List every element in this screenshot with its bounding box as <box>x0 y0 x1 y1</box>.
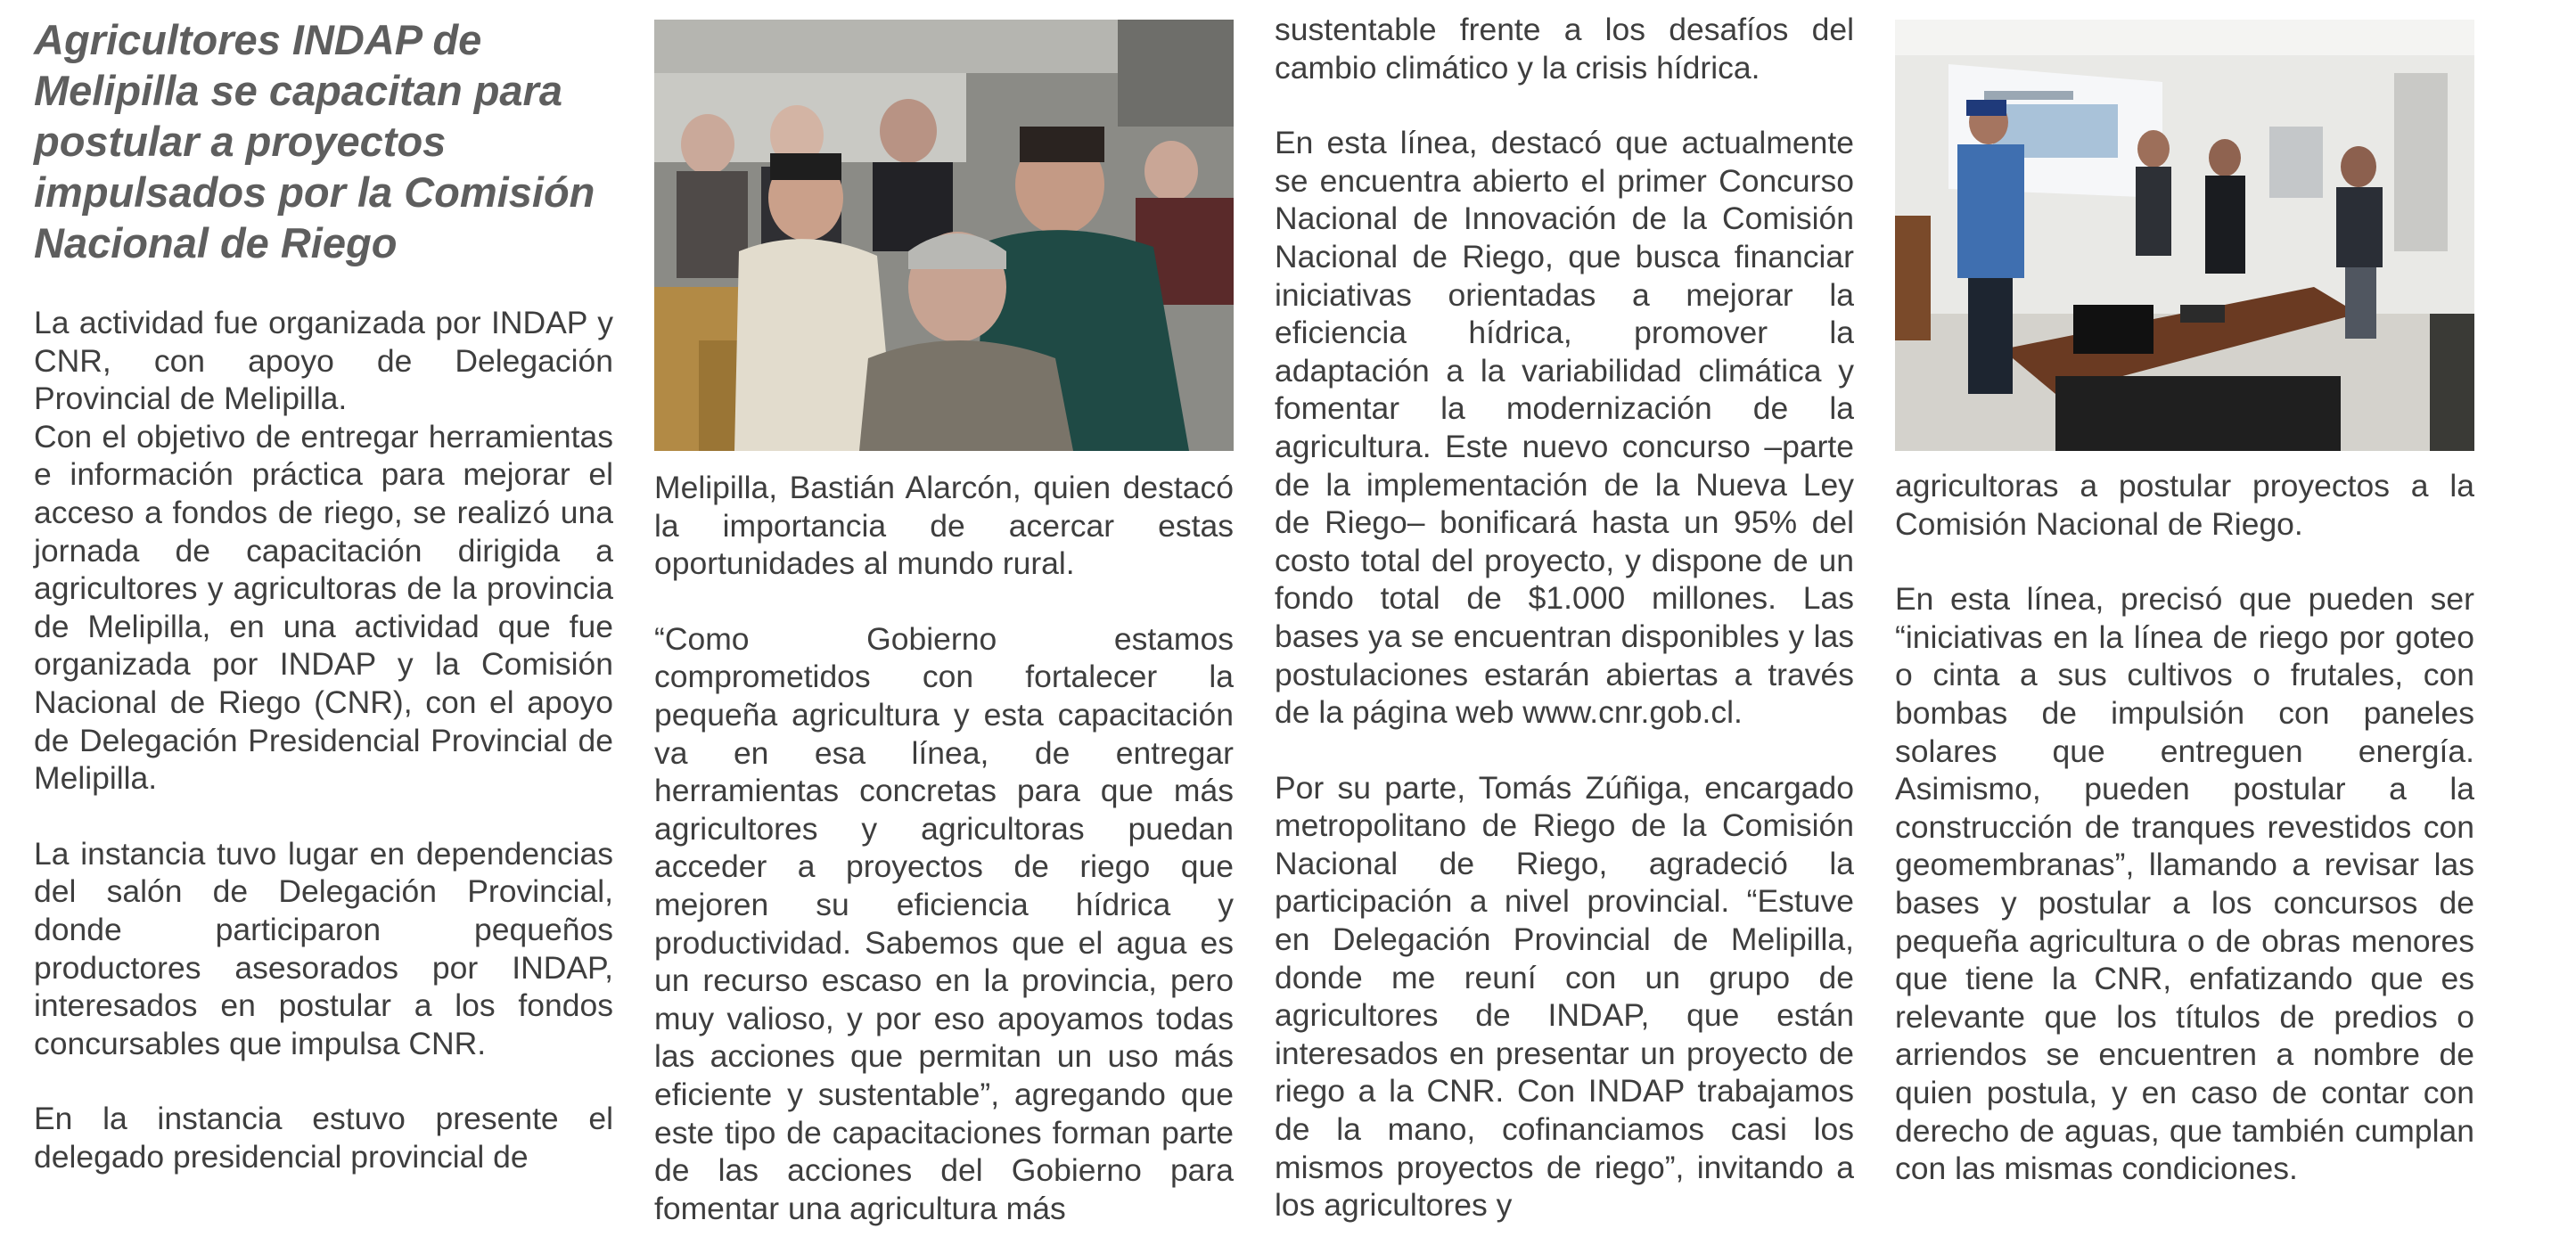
paragraph: Por su parte, Tomás Zúñiga, encargado metropolitano de Riego de la Comisión Nacional de Riego, agradeció la participación a nivel provincial. “Estuve en Delegación Provincial de Melipilla, donde me reuní con un grupo de agricultores de INDAP, que están interesados en presentar un proyecto de riego a la CNR. Con INDAP trabajamos de la mano, cofinanciamos casi los mismos proyectos de riego”, invitando a los agricultores y <box>1275 769 1854 1224</box>
paragraph: La instancia tuvo lugar en dependencias del salón de Delegación Provincial, donde participaron pequeños productores asesorados por INDAP, interesados en postular a los fondos concursables que impulsa CNR. <box>34 835 613 1061</box>
column-1 <box>34 0 613 1175</box>
article-lead: La actividad fue organizada por INDAP y CNR, con apoyo de Delegación Provincial de Melipilla. <box>34 305 613 417</box>
paragraph: sustentable frente a los desafíos del cambio climático y la crisis hídrica. <box>1275 12 1854 86</box>
paragraph: Melipilla, Bastián Alarcón, quien destacó la importancia de acercar estas oportunidades al mundo rural. <box>654 470 1234 582</box>
article-title: Agricultores INDAP de Melipilla se capacitan para postular a proyectos impulsados por la Comisión Nacional de Riego <box>34 16 595 266</box>
presentation-photo-illustration <box>1895 20 2474 451</box>
paragraph: Con el objetivo de entregar herramientas e información práctica para mejorar el acceso a fondos de riego, se realizó una jornada de capacitación dirigida a agricultores y agricultoras de la provincia de Melipilla, en una actividad que fue organizada por INDAP y la Comisión Nacional de Riego (CNR), con el apoyo de Delegación Presidencial Provincial de Melipilla. <box>34 418 613 797</box>
paragraph: En esta línea, precisó que pueden ser “iniciativas en la línea de riego por goteo o cinta a sus cultivos o frutales, con bombas de impulsión con paneles solares que entreguen energía. Asimismo, pueden postular a la construcción de tranques revestidos con geomembranas”, llamando a revisar las bases y postular a los concursos de pequeña agricultura o de obras menores que tiene la CNR, enfatizando que es relevante que los títulos de predios o arriendos se encuentren a nombre de quien postula, y en caso de contar con derecho de aguas, que también cumplan con las mismas condiciones. <box>1895 581 2474 1187</box>
audience-photo-illustration <box>654 20 1234 451</box>
paragraph: En la instancia estuvo presente el delegado presidencial provincial de <box>34 1101 613 1175</box>
quote-paragraph: “Como Gobierno estamos comprometidos con fortalecer la pequeña agricultura y esta capacitación va en esa línea, de entregar herramientas concretas para que más agricultores y agricultoras puedan acceder a proyectos de riego que mejoren su eficiencia hídrica y productividad. Sabemos que el agua es un recurso escaso en la provincia, pero muy valioso, y por eso apoyamos todas las acciones que permitan un uso más eficiente y sustentable”, agregando que este tipo de capacitaciones forman parte de las acciones del Gobierno para fomentar una agricultura más <box>654 620 1234 1226</box>
paragraph: agricultoras a postular proyectos a la Comisión Nacional de Riego. <box>1895 468 2474 542</box>
column-3 <box>1275 0 1854 1224</box>
photo-presentation <box>1895 20 2474 451</box>
photo-audience <box>654 20 1234 451</box>
column-2 <box>654 0 1234 1227</box>
column-4 <box>1895 0 2474 1188</box>
paragraph: En esta línea, destacó que actualmente se encuentra abierto el primer Concurso Nacional de Innovación de la Comisión Nacional de Riego, que busca financiar iniciativas orientadas a mejorar la eficiencia hídrica, promover la adaptación a la variabilidad climática y fomentar la modernización de la agricultura. Este nuevo concurso –parte de la implementación de la Nueva Ley de Riego– bonificará hasta un 95% del costo total del proyecto, y dispone de un fondo total de $1.000 millones. Las bases ya se encuentran disponibles y las postulaciones estarán abiertas a través de la página web www.cnr.gob.cl. <box>1275 125 1854 731</box>
